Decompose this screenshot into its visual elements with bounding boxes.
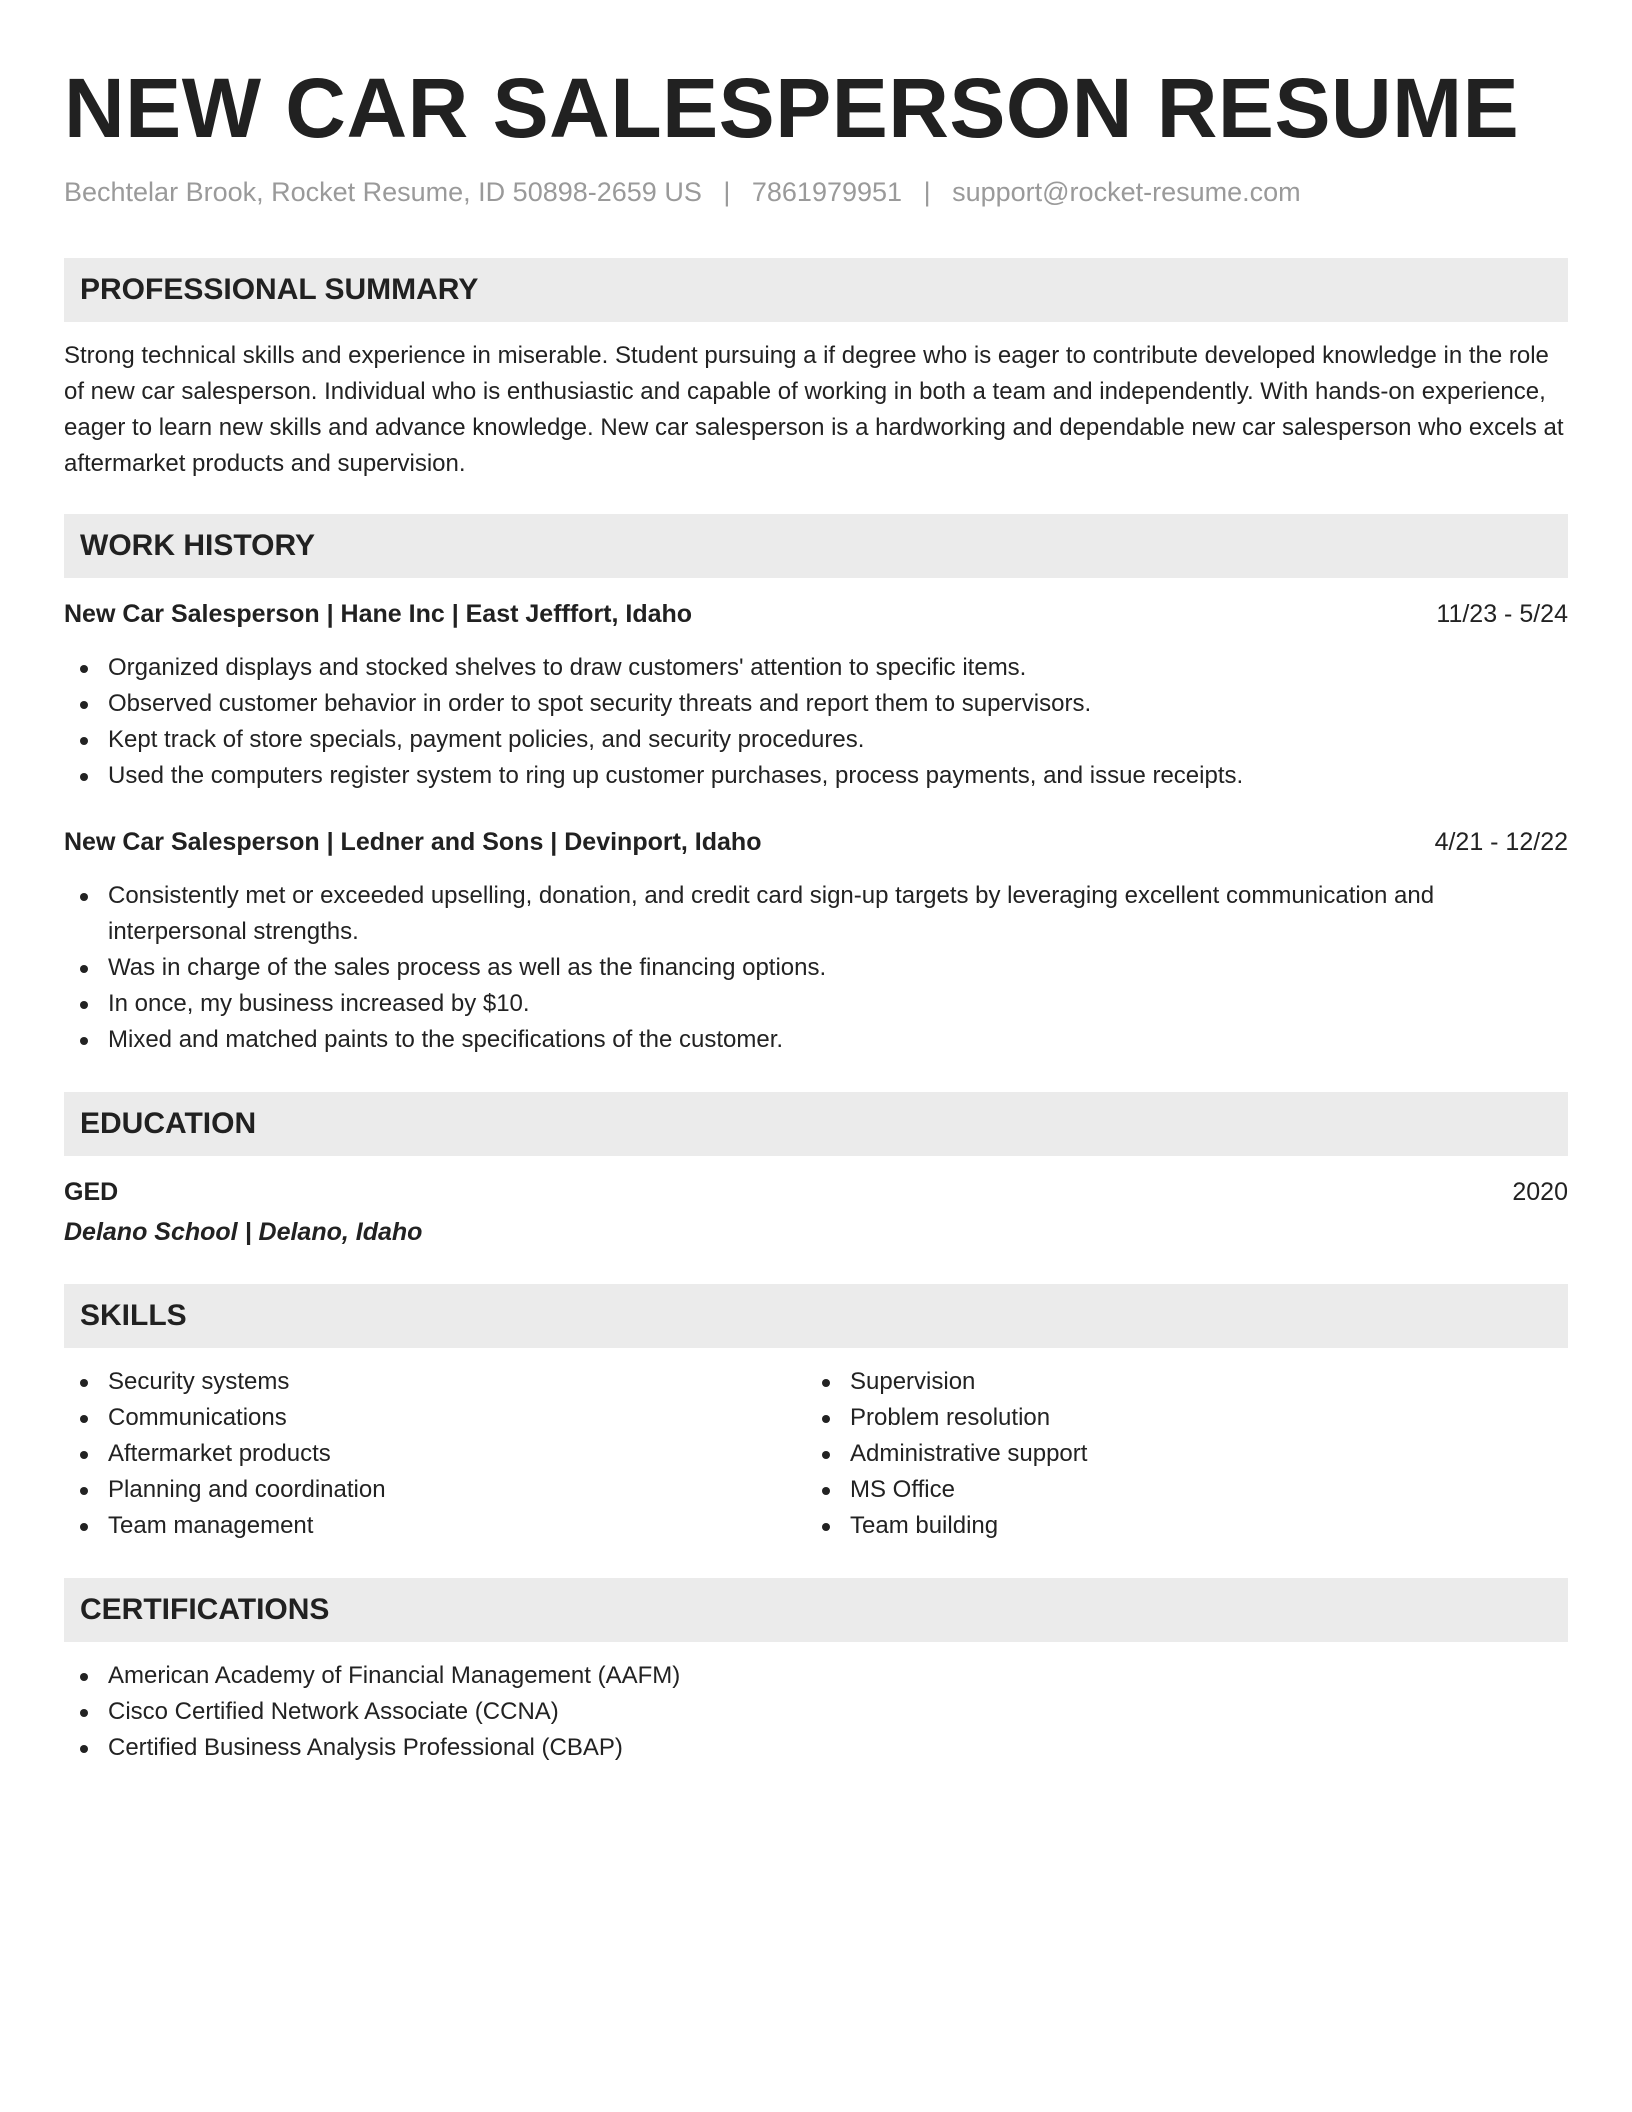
list-item: American Academy of Financial Management (AAFM): [64, 1658, 1568, 1694]
job-bullets: [64, 878, 1568, 1058]
contact-address: Bechtelar Brook, Rocket Resume, ID 50898-2659 US: [64, 177, 702, 207]
list-item: Kept track of store specials, payment policies, and security procedures.: [64, 722, 1568, 758]
summary-text: Strong technical skills and experience in miserable. Student pursuing a if degree who is eager to contribute developed knowledge in the role of new car salesperson. Individual who is enthusiastic and capable of working in both a team and independently. With hands-on experience, eager to learn new skills and advance knowledge. New car salesperson is a hardworking and dependable new car salesperson who excels at aftermarket products and supervision.: [64, 342, 1564, 477]
section-header-work-history: WORK HISTORY: [64, 514, 1568, 578]
resume-page: [64, 0, 1568, 1766]
job-bullets: [64, 650, 1568, 794]
contact-separator: |: [723, 177, 731, 207]
list-item: Mixed and matched paints to the specifications of the customer.: [64, 1022, 1568, 1058]
job-header: [64, 596, 1568, 632]
education-year: 2020: [1512, 1178, 1568, 1206]
list-item: Aftermarket products: [64, 1436, 806, 1472]
job-entry: [64, 596, 1568, 794]
education-row: [64, 1174, 1568, 1210]
certifications-list: [64, 1658, 1568, 1766]
list-item: Administrative support: [806, 1436, 1548, 1472]
skills-grid: [64, 1364, 1568, 1544]
list-item: MS Office: [806, 1472, 1548, 1508]
list-item: Supervision: [806, 1364, 1548, 1400]
skills-column-right: [806, 1364, 1548, 1544]
list-item: Organized displays and stocked shelves to draw customers' attention to specific items.: [64, 650, 1568, 686]
job-dates: 11/23 - 5/24: [1436, 600, 1568, 628]
list-item: Consistently met or exceeded upselling, donation, and credit card sign-up targets by leveraging excellent communication and interpersonal strengths.: [64, 878, 1568, 950]
education-degree: GED: [64, 1178, 119, 1206]
list-item: Communications: [64, 1400, 806, 1436]
list-item: Planning and coordination: [64, 1472, 806, 1508]
resume-title: NEW CAR SALESPERSON RESUME: [64, 61, 1520, 155]
contact-email: support@rocket-resume.com: [952, 177, 1301, 207]
contact-phone: 7861979951: [751, 177, 903, 207]
list-item: In once, my business increased by $10.: [64, 986, 1568, 1022]
job-entry: [64, 824, 1568, 1058]
contact-separator: |: [923, 177, 931, 207]
section-header-summary: PROFESSIONAL SUMMARY: [64, 258, 1568, 322]
education-school: Delano School | Delano, Idaho: [64, 1218, 423, 1246]
list-item: Security systems: [64, 1364, 806, 1400]
list-item: Team building: [806, 1508, 1548, 1544]
job-title: New Car Salesperson | Ledner and Sons | Devinport, Idaho: [64, 828, 762, 856]
list-item: Used the computers register system to ring up customer purchases, process payments, and issue receipts.: [64, 758, 1568, 794]
list-item: Team management: [64, 1508, 806, 1544]
contact-line: [64, 174, 1568, 210]
job-title: New Car Salesperson | Hane Inc | East Jefffort, Idaho: [64, 600, 693, 628]
job-header: [64, 824, 1568, 860]
section-header-certifications: CERTIFICATIONS: [64, 1578, 1568, 1642]
list-item: Certified Business Analysis Professional (CBAP): [64, 1730, 1568, 1766]
job-dates: 4/21 - 12/22: [1434, 828, 1568, 856]
list-item: Problem resolution: [806, 1400, 1548, 1436]
list-item: Observed customer behavior in order to spot security threats and report them to supervisors.: [64, 686, 1568, 722]
section-header-education: EDUCATION: [64, 1092, 1568, 1156]
list-item: Was in charge of the sales process as well as the financing options.: [64, 950, 1568, 986]
skills-column-left: [64, 1364, 806, 1544]
section-header-skills: SKILLS: [64, 1284, 1568, 1348]
list-item: Cisco Certified Network Associate (CCNA): [64, 1694, 1568, 1730]
